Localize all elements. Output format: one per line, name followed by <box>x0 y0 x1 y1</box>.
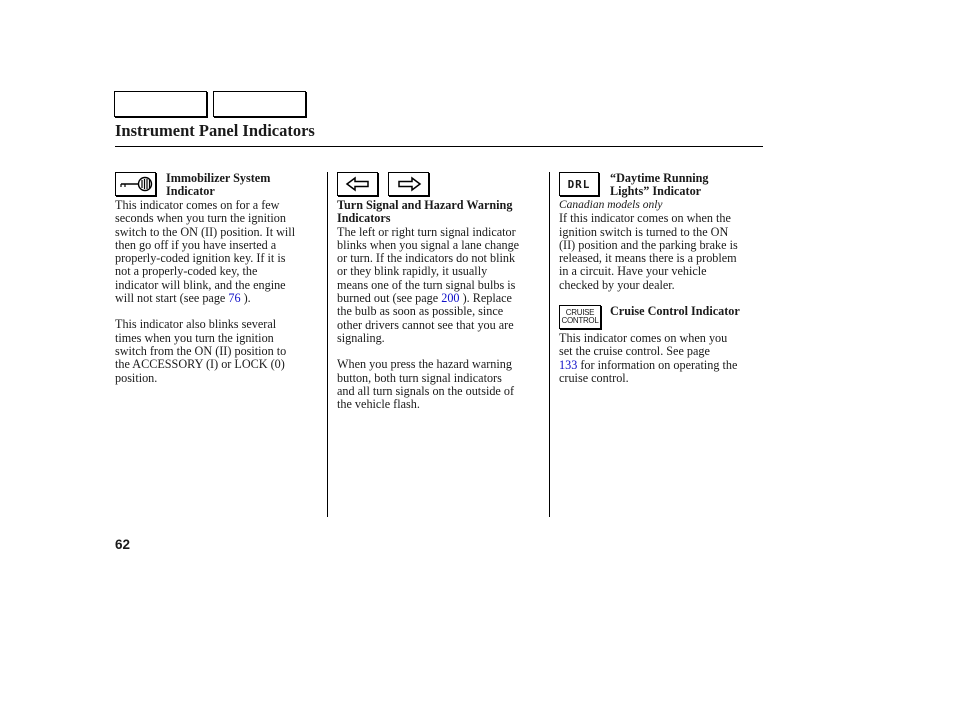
left-turn-indicator <box>337 172 378 196</box>
immobilizer-heading: Immobilizer System Indicator <box>166 171 271 199</box>
column-divider-1 <box>327 172 328 517</box>
page-link-200[interactable]: 200 <box>441 291 460 306</box>
turn-signal-heading: Turn Signal and Hazard Warning <box>337 198 513 212</box>
drl-icon-label: DRL <box>567 177 591 191</box>
right-arrow-icon <box>396 176 422 192</box>
page-link-133[interactable]: 133 <box>559 357 578 372</box>
title-divider <box>115 146 763 147</box>
cruise-text: This indicator comes on when you set the cruise control. See page 133 for information on operating the cruise control. <box>559 331 738 385</box>
cruise-heading: Cruise Control Indicator <box>610 304 740 318</box>
drl-heading: “Daytime Running Lights” Indicator <box>610 171 709 199</box>
canadian-note: Canadian models only <box>559 199 663 211</box>
page-number: 62 <box>115 537 131 552</box>
immobilizer-indicator <box>115 172 156 196</box>
drl-indicator <box>559 172 599 196</box>
immobilizer-text: This indicator comes on for a few seconds when you turn the ignition switch to the ON (II) position. It will then go off if you have inserted a properly-coded ignition key. If it is not a properly-coded key, the indicator will blink, and the engine will not start (see page 76 ). This indicator also blinks several times when you turn the ignition switch from the ON (II) position to the ACCESSORY (I) or LOCK (0) position. <box>115 198 296 385</box>
page-link-76[interactable]: 76 <box>228 291 241 306</box>
key-icon <box>118 174 154 194</box>
cruise-control-icon: CRUISE CONTROL <box>561 307 599 325</box>
page-title: Instrument Panel Indicators <box>115 121 315 140</box>
column-divider-2 <box>549 172 550 517</box>
right-turn-indicator <box>388 172 429 196</box>
cruise-control-indicator <box>559 305 601 329</box>
nav-button-next[interactable] <box>213 91 306 117</box>
drl-text: Canadian models only If this indicator comes on when the ignition switch is turned to the ON (II) position and the parking brake is released, it means there is a problem in a circuit. Have your vehicle checked by your dealer. <box>559 199 764 292</box>
left-arrow-icon <box>345 176 371 192</box>
turn-signal-section: Turn Signal and Hazard Warning Indicators The left or right turn signal indicator blinks when you signal a lane change or turn. If the indicators do not blink or they blink rapidly, it usually means one of the turn signal bulbs is burned out (see page 200 ). Replace the bulb as soon as possible, since other drivers cannot see that you are signaling. When you press the hazard warning button, both turn signal indicators and all turn signals on the outside of the vehicle flash. <box>337 199 547 411</box>
nav-button-prev[interactable] <box>114 91 207 117</box>
